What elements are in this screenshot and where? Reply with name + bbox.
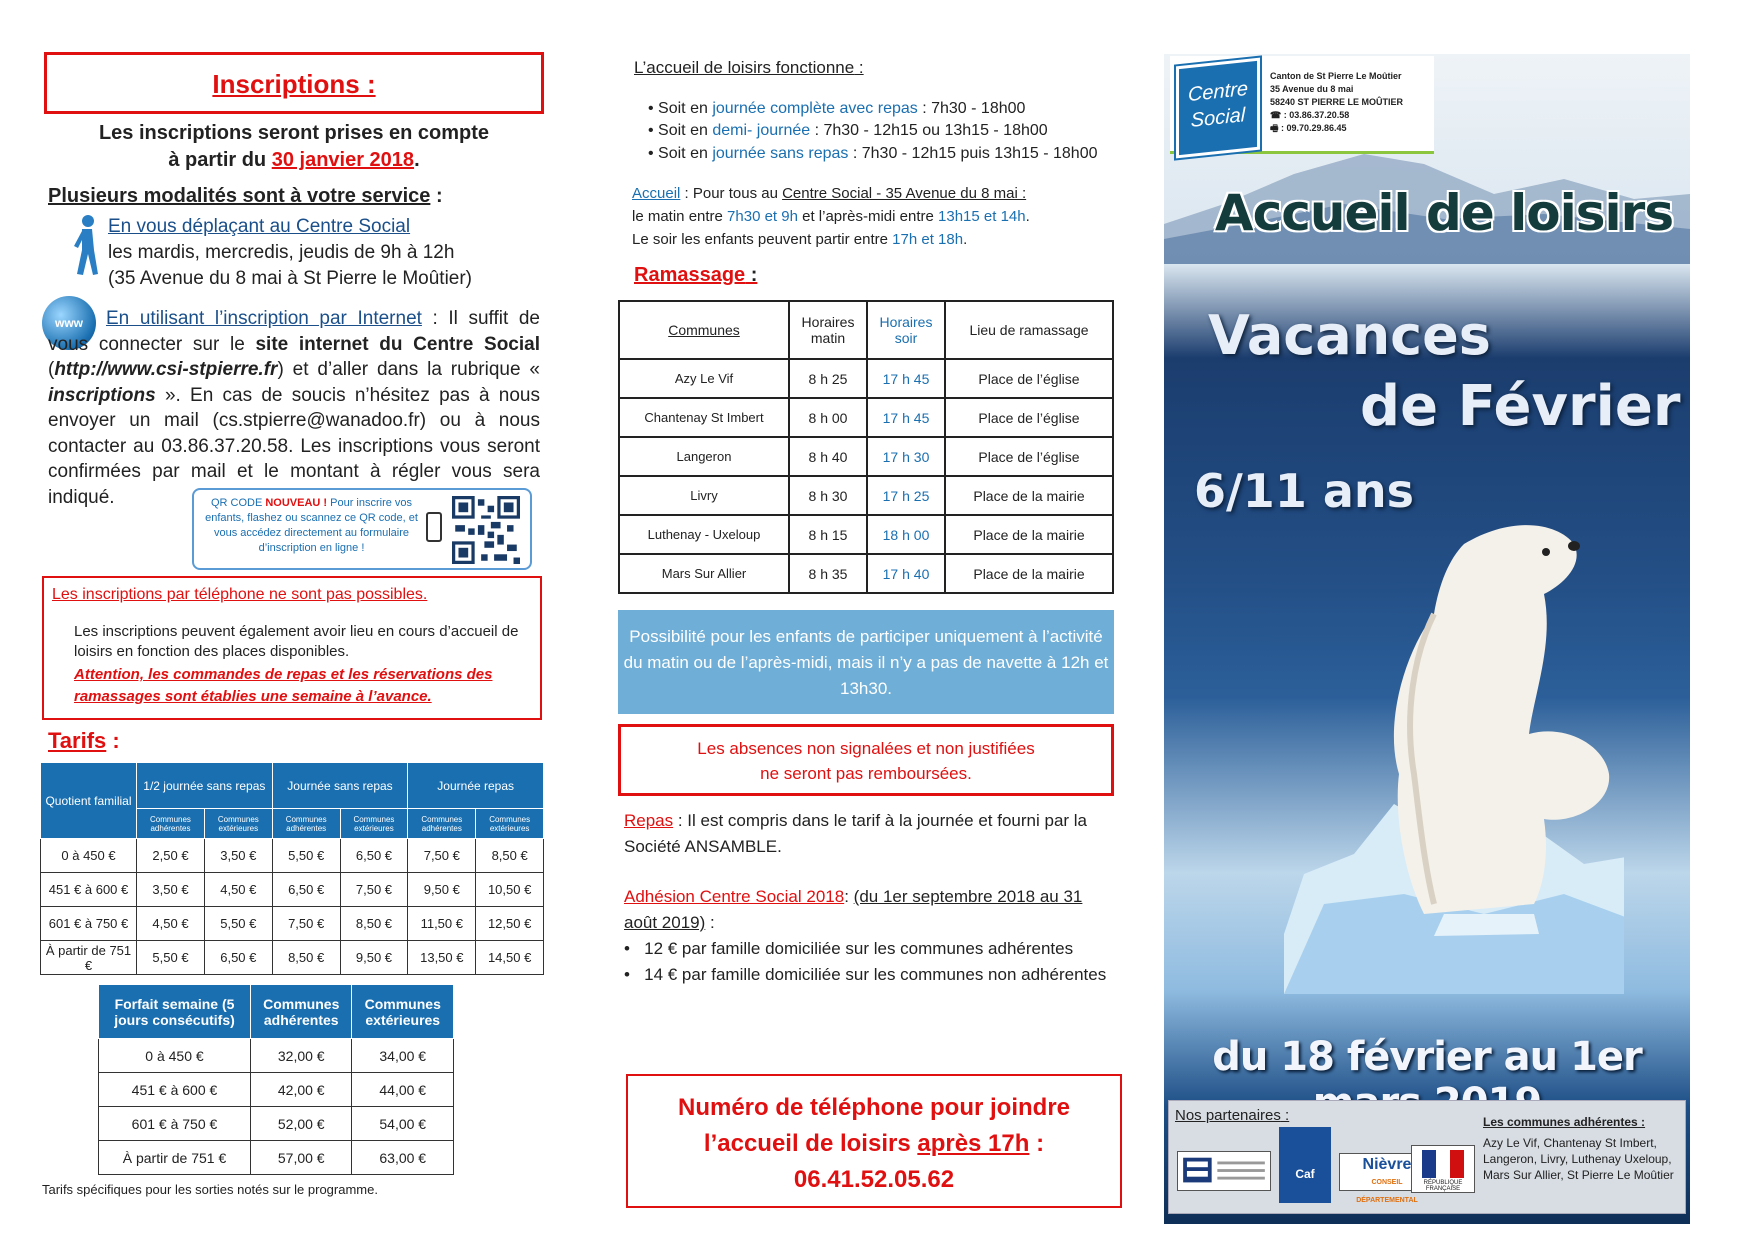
qr-description xyxy=(204,496,419,556)
bullet-prefix: Soit en xyxy=(658,122,713,139)
row-label-cell: Luthenay - Uxeloup xyxy=(619,515,789,554)
value-cell: 3,50 € xyxy=(204,839,272,873)
value-cell: 17 h 45 xyxy=(867,398,945,437)
mode1-title-link[interactable]: En vous déplaçant au Centre Social xyxy=(108,216,411,237)
adhesion-colon: : xyxy=(844,887,849,906)
value-cell: 6,50 € xyxy=(272,873,340,907)
row-label-cell: 451 € à 600 € xyxy=(99,1073,251,1107)
header-journee-repas: Journée repas xyxy=(408,763,544,809)
value-cell: 8 h 25 xyxy=(789,359,867,398)
value-cell: 4,50 € xyxy=(137,907,205,941)
ramassage-row xyxy=(619,359,1113,398)
cover-title: Accueil de loisirs xyxy=(1214,184,1674,242)
value-cell: 9,50 € xyxy=(340,941,408,975)
header-lieu: Lieu de ramassage xyxy=(945,301,1113,359)
qr-text: Pour inscrire vos enfants, flashez ou scannez ce QR code, et vous accédez directement au formulaire d’inscription en ligne ! xyxy=(205,497,418,554)
header-forfait: Forfait semaine (5 jours consécutifs) xyxy=(99,985,251,1039)
tarifs-colon: : xyxy=(106,728,120,753)
partners-title xyxy=(1175,1107,1289,1124)
adhesion-section xyxy=(624,884,1114,988)
row-label-cell: 0 à 450 € xyxy=(99,1039,251,1073)
cover-vacances: Vacances xyxy=(1208,304,1491,367)
telephone-warning-text: Les inscriptions peuvent également avoir lieu en cours d’accueil de loisirs en fonction des places disponibles. xyxy=(74,623,519,660)
value-cell: 5,50 € xyxy=(272,839,340,873)
value-cell: 17 h 45 xyxy=(867,359,945,398)
row-label-cell: Chantenay St Imbert xyxy=(619,398,789,437)
value-cell: 3,50 € xyxy=(137,873,205,907)
contact-line: Canton de St Pierre Le Moûtier xyxy=(1270,71,1402,81)
tarif-row xyxy=(41,941,544,975)
value-cell: 63,00 € xyxy=(352,1141,454,1175)
row-label-cell: 0 à 450 € xyxy=(41,839,137,873)
nievre-name: Nièvre xyxy=(1362,1156,1412,1173)
forfait-row xyxy=(99,1073,454,1107)
adhesion-period-colon: : xyxy=(705,913,715,932)
caf-logo: Caf xyxy=(1279,1127,1331,1203)
intro-prefix: à partir du xyxy=(168,149,272,171)
forfait-row xyxy=(99,1141,454,1175)
value-cell: 7,50 € xyxy=(340,873,408,907)
info-navette-box: Possibilité pour les enfants de participer uniquement à l’activité du matin ou de l’après-midi, mais il n’y a pas de navette à 12h et 13h30. xyxy=(618,610,1114,714)
accueil-text-b: le matin entre xyxy=(632,208,728,225)
header-horaires-matin: Horaires matin xyxy=(789,301,867,359)
contact-line: 35 Avenue du 8 mai xyxy=(1270,84,1354,94)
communes-title: Les communes adhérentes : xyxy=(1483,1115,1646,1129)
mode1-address: (35 Avenue du 8 mai à St Pierre le Moûtier) xyxy=(108,268,473,289)
value-cell: 8 h 30 xyxy=(789,476,867,515)
value-cell: 8 h 00 xyxy=(789,398,867,437)
walking-person-icon xyxy=(68,214,102,278)
tarifs-table-body xyxy=(41,839,544,975)
intro-line1: Les inscriptions seront prises en compte xyxy=(98,122,490,144)
value-cell: 8,50 € xyxy=(272,941,340,975)
bullet-highlight: journée sans repas xyxy=(712,145,849,162)
logo-text: Centre xyxy=(1187,77,1249,107)
header-forfait-adh: Communes adhérentes xyxy=(251,985,352,1039)
mode2-text-a: : Il suffit de vous connecter sur le xyxy=(48,308,540,355)
bullet-prefix: Soit en xyxy=(658,100,713,117)
value-cell: 54,00 € xyxy=(352,1107,454,1141)
subheader-ext: Communes extérieures xyxy=(204,809,272,839)
value-cell: 32,00 € xyxy=(251,1039,352,1073)
ramassage-row xyxy=(619,398,1113,437)
fonctionnement-title-text: L’accueil de loisirs fonctionne xyxy=(634,58,855,77)
accueil-text-f: . xyxy=(963,231,968,248)
bullet-highlight: demi- journée xyxy=(712,122,811,139)
centre-social-contact xyxy=(1270,70,1403,135)
cover-fevrier: de Février xyxy=(1360,374,1681,439)
row-label-cell: Mars Sur Allier xyxy=(619,554,789,593)
value-cell: 6,50 € xyxy=(204,941,272,975)
contact-phone: ☎ : 03.86.37.20.58 xyxy=(1270,110,1350,120)
value-cell: 13,50 € xyxy=(408,941,476,975)
phone-number[interactable]: 06.41.52.05.62 xyxy=(793,1166,955,1193)
row-label-cell: Langeron xyxy=(619,437,789,476)
phone-line1: Numéro de téléphone pour joindre xyxy=(677,1094,1071,1121)
mode2-text-b: ( xyxy=(48,359,55,380)
communes-list: Azy Le Vif, Chantenay St Imbert, Langeron, Livry, Luthenay Uxeloup, Mars Sur Allier, St Pierre Le Moûtier xyxy=(1483,1136,1674,1182)
smartphone-icon xyxy=(426,512,442,542)
ramassage-colon: : xyxy=(745,264,758,286)
value-cell: 8,50 € xyxy=(476,839,544,873)
repas-paragraph xyxy=(624,808,1114,860)
bullet-hours: : 7h30 - 18h00 xyxy=(917,100,1026,117)
site-url-link[interactable]: http://www.csi-stpierre.fr xyxy=(54,359,278,380)
accueil-place: Centre Social - 35 Avenue du 8 mai : xyxy=(782,185,1027,202)
contact-line: 58240 ST PIERRE LE MOÛTIER xyxy=(1270,97,1404,107)
subheader-adh: Communes adhérentes xyxy=(272,809,340,839)
inscriptions-title-box xyxy=(44,52,544,114)
nievre-sub: CONSEIL DÉPARTEMENTAL xyxy=(1356,1179,1418,1204)
partners-title-text: Nos partenaires xyxy=(1175,1107,1281,1124)
centre-social-logo xyxy=(1176,58,1260,159)
modalites-heading-text: Plusieurs modalités sont à votre service xyxy=(48,185,431,207)
value-cell: Place de l’église xyxy=(945,437,1113,476)
header-forfait-ext: Communes extérieures xyxy=(352,985,454,1039)
value-cell: 44,00 € xyxy=(352,1073,454,1107)
accueil-text-e: Le soir les enfants peuvent partir entre xyxy=(632,231,893,248)
adhesion-item-text: 12 € par famille domiciliée sur les communes adhérentes xyxy=(644,939,1074,958)
accueil-time: 17h et 18h xyxy=(892,231,964,248)
adhesion-label: Adhésion Centre Social 2018 xyxy=(624,887,845,906)
adhesion-item-text: 14 € par famille domiciliée sur les communes non adhérentes xyxy=(644,965,1107,984)
ramassage-table-body xyxy=(619,359,1113,593)
tarifs-title xyxy=(48,728,120,754)
ramassage-row xyxy=(619,437,1113,476)
modalites-heading xyxy=(48,185,443,208)
cover-dates: du 18 février au 1er xyxy=(1212,1034,1642,1080)
adhesion-item: • 12 € par famille domiciliée sur les communes adhérentes xyxy=(624,939,1074,958)
ramassage-title xyxy=(634,264,757,287)
tarifs-title-text: Tarifs xyxy=(48,728,107,753)
mode2-text-c: ) et d’aller dans la rubrique « xyxy=(277,359,540,380)
value-cell: 57,00 € xyxy=(251,1141,352,1175)
header-communes: Communes xyxy=(619,301,789,359)
accueil-text-c: et l’après-midi entre xyxy=(797,208,939,225)
value-cell: Place de l’église xyxy=(945,359,1113,398)
subheader-adh: Communes adhérentes xyxy=(408,809,476,839)
forfait-table-body xyxy=(99,1039,454,1175)
value-cell: 52,00 € xyxy=(251,1107,352,1141)
telephone-warning-title: Les inscriptions par téléphone ne sont pas possibles. xyxy=(52,586,428,603)
value-cell: 8 h 35 xyxy=(789,554,867,593)
value-cell: 6,50 € xyxy=(340,839,408,873)
tarifs-table xyxy=(40,762,544,975)
accueil-paragraph xyxy=(632,182,1112,251)
mode2-rubrique: inscriptions xyxy=(48,384,156,406)
ramassage-title-text: Ramassage xyxy=(634,264,746,286)
cover-age: 6/11 ans xyxy=(1194,464,1415,518)
bullet-prefix: Soit en xyxy=(658,145,713,162)
value-cell: Place de la mairie xyxy=(945,476,1113,515)
row-label-cell: À partir de 751 € xyxy=(41,941,137,975)
row-label-cell: 601 € à 750 € xyxy=(99,1107,251,1141)
adhesion-item: • 14 € par famille domiciliée sur les communes non adhérentes xyxy=(624,965,1107,984)
subheader-ext: Communes extérieures xyxy=(476,809,544,839)
horaire-bullet: • Soit en journée sans repas : 7h30 - 12h15 puis 13h15 - 18h00 xyxy=(648,145,1098,162)
inscriptions-title: Inscriptions : xyxy=(212,69,376,99)
tarif-row xyxy=(41,839,544,873)
partners-panel xyxy=(1168,1100,1686,1214)
qr-prefix: QR CODE xyxy=(210,497,266,509)
qr-new-badge: NOUVEAU ! xyxy=(265,497,328,509)
value-cell: 11,50 € xyxy=(408,907,476,941)
phone-line2 xyxy=(628,1126,1120,1162)
value-cell: 8 h 15 xyxy=(789,515,867,554)
value-cell: 5,50 € xyxy=(204,907,272,941)
qr-code-box xyxy=(192,488,532,570)
accueil-time: 7h30 et 9h xyxy=(727,208,798,225)
value-cell: Place de la mairie xyxy=(945,554,1113,593)
phone-line2-colon: : xyxy=(1029,1130,1045,1157)
polar-bear-illustration xyxy=(1284,474,1624,994)
mode2-site: site internet du Centre Social xyxy=(255,333,540,355)
horaire-bullet: • Soit en demi- journée : 7h30 - 12h15 ou 13h15 - 18h00 xyxy=(648,122,1048,139)
row-label-cell: 451 € à 600 € xyxy=(41,873,137,907)
forfait-table xyxy=(98,984,454,1175)
value-cell: 4,50 € xyxy=(204,873,272,907)
header-quotient: Quotient familial xyxy=(41,763,137,839)
ramassage-row xyxy=(619,515,1113,554)
value-cell: 14,50 € xyxy=(476,941,544,975)
header-demi-journee: 1/2 journée sans repas xyxy=(137,763,273,809)
partners-colon: : xyxy=(1280,1107,1290,1124)
value-cell: Place de la mairie xyxy=(945,515,1113,554)
republique-name: RÉPUBLIQUE FRANÇAISE xyxy=(1423,1180,1463,1192)
attention-text: Attention, les commandes de repas et les réservations des ramassages sont établies une semaine à l’avance. xyxy=(74,666,493,705)
value-cell: 42,00 € xyxy=(251,1073,352,1107)
repas-text: : Il est compris dans le tarif à la journée et fourni par la Société ANSAMBLE. xyxy=(624,811,1088,856)
value-cell: 7,50 € xyxy=(408,839,476,873)
bullet-highlight: journée complète avec repas xyxy=(712,100,918,117)
value-cell: 2,50 € xyxy=(137,839,205,873)
mode2-title[interactable]: En utilisant l’inscription par Internet xyxy=(106,308,422,329)
centre-social-header xyxy=(1170,56,1434,154)
row-label-cell: À partir de 751 € xyxy=(99,1141,251,1175)
mode1-hours: les mardis, mercredis, jeudis de 9h à 12h xyxy=(108,242,455,263)
value-cell: Place de l’église xyxy=(945,398,1113,437)
tarif-row xyxy=(41,873,544,907)
mode2-text-d: ». En cas de soucis n’hésitez pas à nous envoyer un mail (cs.stpierre@wanadoo.fr) ou à nous contacter au 03.86.37.20.58. Les inscriptions vous seront confirmées par mail et le montant à régler vous sera indiqué. xyxy=(48,384,540,508)
header-horaires-soir: Horaires soir xyxy=(867,301,945,359)
bullet-hours: : 7h30 - 12h15 puis 13h15 - 18h00 xyxy=(848,145,1098,162)
intro-suffix: . xyxy=(414,149,420,171)
absences-line2: ne seront pas remboursées. xyxy=(760,764,972,783)
logo-text: Social xyxy=(1190,104,1246,132)
forfait-row xyxy=(99,1039,454,1073)
accueil-text-d: . xyxy=(1025,208,1030,225)
subheader-adh: Communes adhérentes xyxy=(137,809,205,839)
value-cell: 17 h 40 xyxy=(867,554,945,593)
value-cell: 8,50 € xyxy=(340,907,408,941)
value-cell: 17 h 30 xyxy=(867,437,945,476)
intro-line2 xyxy=(44,147,544,174)
value-cell: 17 h 25 xyxy=(867,476,945,515)
accueil-text-a: : Pour tous au xyxy=(680,185,783,202)
bullet-hours: : 7h30 - 12h15 ou 13h15 - 18h00 xyxy=(810,122,1048,139)
fonctionnement-title xyxy=(634,58,864,78)
accueil-time: 13h15 et 14h xyxy=(938,208,1026,225)
tarif-row xyxy=(41,907,544,941)
www-globe-icon: www xyxy=(42,296,96,350)
value-cell: 34,00 € xyxy=(352,1039,454,1073)
value-cell: 8 h 40 xyxy=(789,437,867,476)
inscriptions-intro xyxy=(44,120,544,174)
header-journee-sans-repas: Journée sans repas xyxy=(272,763,408,809)
phone-line2-pre: l’accueil de loisirs xyxy=(703,1130,918,1157)
subheader-ext: Communes extérieures xyxy=(340,809,408,839)
phone-number-box xyxy=(626,1074,1122,1208)
telephone-warning-box xyxy=(42,576,542,720)
row-label-cell: Azy Le Vif xyxy=(619,359,789,398)
contact-fax: 🖷 : 09.70.29.86.45 xyxy=(1270,123,1347,133)
qr-code-icon[interactable] xyxy=(450,496,522,564)
internet-paragraph xyxy=(48,306,540,510)
row-label-cell: Livry xyxy=(619,476,789,515)
forfait-row xyxy=(99,1107,454,1141)
ramassage-table xyxy=(618,300,1114,594)
accueil-label: Accueil xyxy=(632,185,681,202)
value-cell: 7,50 € xyxy=(272,907,340,941)
value-cell: 5,50 € xyxy=(137,941,205,975)
modalites-colon: : xyxy=(430,185,443,207)
tarifs-note: Tarifs spécifiques pour les sorties notés sur le programme. xyxy=(42,1182,378,1197)
phone-line2-time: après 17h xyxy=(917,1130,1030,1157)
ramassage-row xyxy=(619,476,1113,515)
ramassage-row xyxy=(619,554,1113,593)
intro-date: 30 janvier 2018 xyxy=(271,149,415,171)
msa-logo xyxy=(1177,1151,1271,1191)
horaire-bullet: • Soit en journée complète avec repas : 7h30 - 18h00 xyxy=(648,100,1026,117)
row-label-cell: 601 € à 750 € xyxy=(41,907,137,941)
absences-line1: Les absences non signalées et non justifiées xyxy=(697,739,1035,758)
value-cell: 18 h 00 xyxy=(867,515,945,554)
fonctionnement-colon: : xyxy=(854,58,864,77)
cover-panel xyxy=(1164,54,1690,1224)
value-cell: 10,50 € xyxy=(476,873,544,907)
absences-warning-box xyxy=(618,724,1114,796)
value-cell: 9,50 € xyxy=(408,873,476,907)
adhesion-period: (du 1er septembre 2018 au 31 août 2019) xyxy=(624,887,1083,932)
republique-logo xyxy=(1411,1145,1475,1193)
repas-label: Repas xyxy=(624,811,674,830)
value-cell: 12,50 € xyxy=(476,907,544,941)
